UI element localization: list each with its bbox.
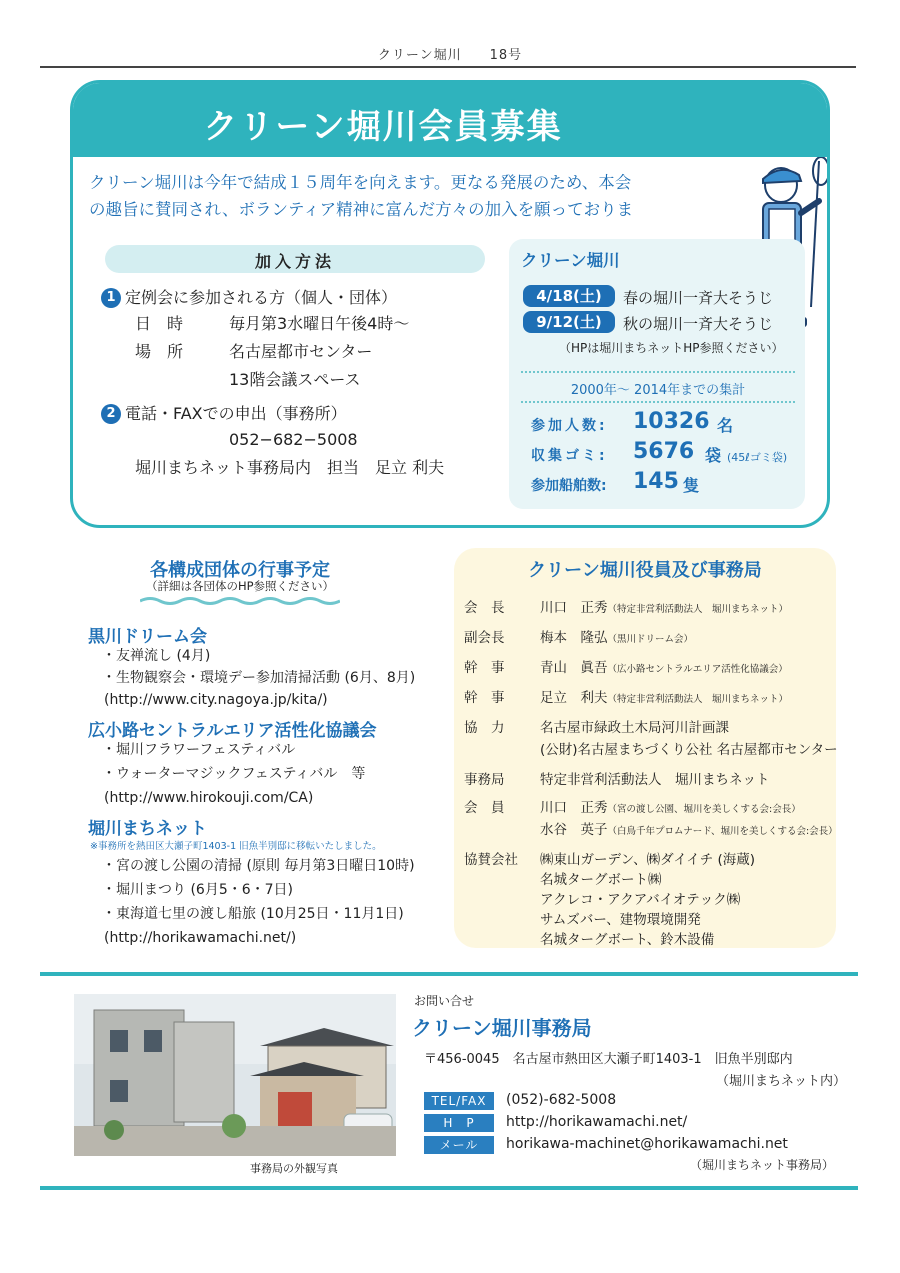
staff-name-2-text: 梅本 隆弘 [540,630,608,646]
garbage-label: 収集ゴミ: [531,448,608,464]
staff-role-4: 幹 事 [464,690,505,706]
footer-bottom-rule [40,1186,858,1190]
boats-unit: 隻 [683,476,700,495]
garbage-extra: (45ℓゴミ袋) [727,451,788,464]
stats-period: 2000年～ 2014年までの集計 [570,383,746,398]
staff-role-10: 協賛会社 [464,852,518,868]
garbage-value: 5676 [633,439,695,464]
staff-name-13: サムズバー、建物環境開発 [540,912,701,928]
org-2-title: 広小路セントラルエリア活性化協議会 [88,721,377,741]
staff-name-9-sub: （白鳥千年プロムナード、堀川を美しくする会:会長） [607,826,838,837]
method-1-title [101,285,397,311]
hp-label: H P [424,1114,494,1132]
method-2-phone[interactable]: 052−682−5008 [229,430,358,449]
intro-line-1: クリーン堀川は今年で結成１５周年を向えます。更なる発展のため、本会 [89,173,632,192]
staff-title: クリーン堀川役員及び事務局 [528,560,762,581]
event-date-2-day: 土 [579,313,595,331]
org-1-item-2: ・生物観察会・環境デー参加清掃活動 (6月、8月) [102,670,416,686]
org-3-item-3: ・東海道七里の渡し船旅 (10月25日・11月1日) [102,906,404,922]
org-3-note: ※事務所を熱田区大瀬子町1403-1 旧魚半別邸に移転いたしました。 [90,841,382,852]
participants-value: 10326 [633,409,710,434]
staff-role-8: 会 員 [464,800,505,816]
staff-name-12: アクレコ・アクアバイオテック㈱ [540,892,741,908]
org-3-item-2: ・堀川まつり (6月5・6・7日) [102,882,294,898]
event-panel-title: クリーン堀川 [521,251,620,270]
photo-caption: 事務局の外観写真 [250,1162,338,1175]
staff-name-11: 名城ターグボート㈱ [540,872,662,888]
method-2-title [101,401,347,427]
method-2-number: 2 [101,404,121,424]
office-photo [74,994,396,1156]
org-3-link[interactable]: (http://horikawamachi.net/) [104,930,297,946]
page-header: クリーン堀川 18号 [377,48,523,63]
staff-name-8-text: 川口 正秀 [540,800,608,816]
org-3-item-1: ・宮の渡し公園の清掃 (原則 毎月第3日曜日10時) [102,858,415,874]
staff-name-5: 名古屋市緑政土木局河川計画課 [540,720,729,736]
method-2-label: 電話・FAXでの申出（事務所） [125,404,347,423]
event-hp-note: （HPは堀川まちネットHP参照ください） [559,341,784,355]
recruit-intro [89,169,689,223]
staff-name-6: (公財)名古屋まちづくり公社 名古屋都市センター [540,742,838,758]
event-desc-1: 春の堀川一斉大そうじ [623,289,774,307]
participants-label: 参加人数: [531,418,608,434]
boats-value: 145 [633,469,679,494]
method-1-place: 名古屋都市センター [229,342,373,361]
method-2-contact: 堀川まちネット事務局内 担当 足立 利夫 [135,458,445,477]
event-date-1: 4/18(土) [523,285,615,307]
staff-name-8 [540,796,801,816]
mail-label: メール [424,1136,494,1154]
staff-role-1: 会 長 [464,600,505,616]
staff-name-8-sub: （宮の渡し公園、堀川を美しくする会:会長） [607,804,801,815]
staff-name-4-sub: （特定非営利活動法人 堀川まちネット） [607,694,789,705]
staff-role-2: 副会長 [464,630,505,646]
mail-note: （堀川まちネット事務局） [690,1158,835,1172]
method-1-place-label: 場 所 [135,342,184,361]
boats-label: 参加船舶数: [531,478,607,494]
org-1-item-1: ・友禅流し (4月) [102,648,211,664]
staff-name-1-sub: （特定非営利活動法人 堀川まちネット） [607,604,789,615]
method-1-place-room: 13階会議スペース [229,370,361,389]
hp-link[interactable]: http://horikawamachi.net/ [506,1114,688,1130]
staff-name-14: 名城ターグボート、鈴木設備 [540,932,715,948]
event-date-2-text: 9/12 [536,313,574,331]
join-title: 加入方法 [254,252,335,271]
event-dotline-1 [521,371,795,373]
staff-name-1-text: 川口 正秀 [540,600,608,616]
staff-name-4 [540,686,788,706]
staff-name-3 [540,656,788,676]
wave-divider [140,596,340,606]
schedule-subtitle: （詳細は各団体のHP参照ください） [145,579,335,593]
contact-address: 〒456-0045 名古屋市熱田区大瀬子町1403-1 旧魚半別邸内 [424,1052,793,1067]
method-1-date-label: 日 時 [135,314,184,333]
staff-name-3-text: 青山 眞吾 [540,660,608,676]
staff-name-9 [540,818,838,838]
org-1-link[interactable]: (http://www.city.nagoya.jp/kita/) [104,692,328,708]
org-2-link[interactable]: (http://www.hirokouji.com/CA) [104,790,314,806]
recruit-title: クリーン堀川会員募集 [203,107,563,147]
staff-name-9-text: 水谷 英子 [540,822,608,838]
participants-unit: 名 [717,416,734,435]
staff-role-3: 幹 事 [464,660,505,676]
org-1-title: 黒川ドリーム会 [88,627,207,647]
org-3-title: 堀川まちネット [88,819,207,839]
staff-name-10: ㈱東山ガーデン、㈱ダイイチ (海蔵) [540,852,756,868]
method-1-date: 毎月第3水曜日午後4時～ [229,314,410,333]
event-dotline-2 [521,401,795,403]
schedule-title: 各構成団体の行事予定 [150,560,330,581]
event-date-1-text: 4/18 [536,287,574,305]
staff-name-3-sub: （広小路セントラルエリア活性化協議会） [607,664,788,675]
staff-role-7: 事務局 [464,772,505,788]
event-date-1-day: 土 [579,287,595,305]
staff-name-7: 特定非営利活動法人 堀川まちネット [540,772,770,788]
contact-address-note: （堀川まちネット内） [716,1074,847,1089]
org-2-item-1: ・堀川フラワーフェスティバル [102,742,296,758]
staff-name-2 [540,626,693,646]
recruit-box [70,80,830,528]
event-desc-2: 秋の堀川一斉大そうじ [623,315,774,333]
method-1-label: 定例会に参加される方（個人・団体） [125,288,398,307]
footer-top-rule [40,972,858,976]
org-2-item-2: ・ウォーターマジックフェスティバル 等 [102,766,366,782]
mail-link[interactable]: horikawa-machinet@horikawamachi.net [506,1136,788,1152]
staff-name-2-sub: （黒川ドリーム会） [607,634,694,645]
contact-lead: お問い合せ [414,994,475,1008]
staff-name-1 [540,596,788,616]
header-divider [40,66,856,68]
method-1-number: 1 [101,288,121,308]
tel-fax-value[interactable]: (052)-682-5008 [506,1092,617,1108]
garbage-unit: 袋 [705,446,722,465]
staff-role-5: 協 力 [464,720,505,736]
tel-fax-label: TEL/FAX [424,1092,494,1110]
intro-line-2: の趣旨に賛同され、ボランティア精神に富んだ方々の加入を願っておりま [89,200,634,219]
contact-office-name: クリーン堀川事務局 [412,1016,592,1040]
event-date-2: 9/12(土) [523,311,615,333]
staff-name-4-text: 足立 利夫 [540,690,608,706]
